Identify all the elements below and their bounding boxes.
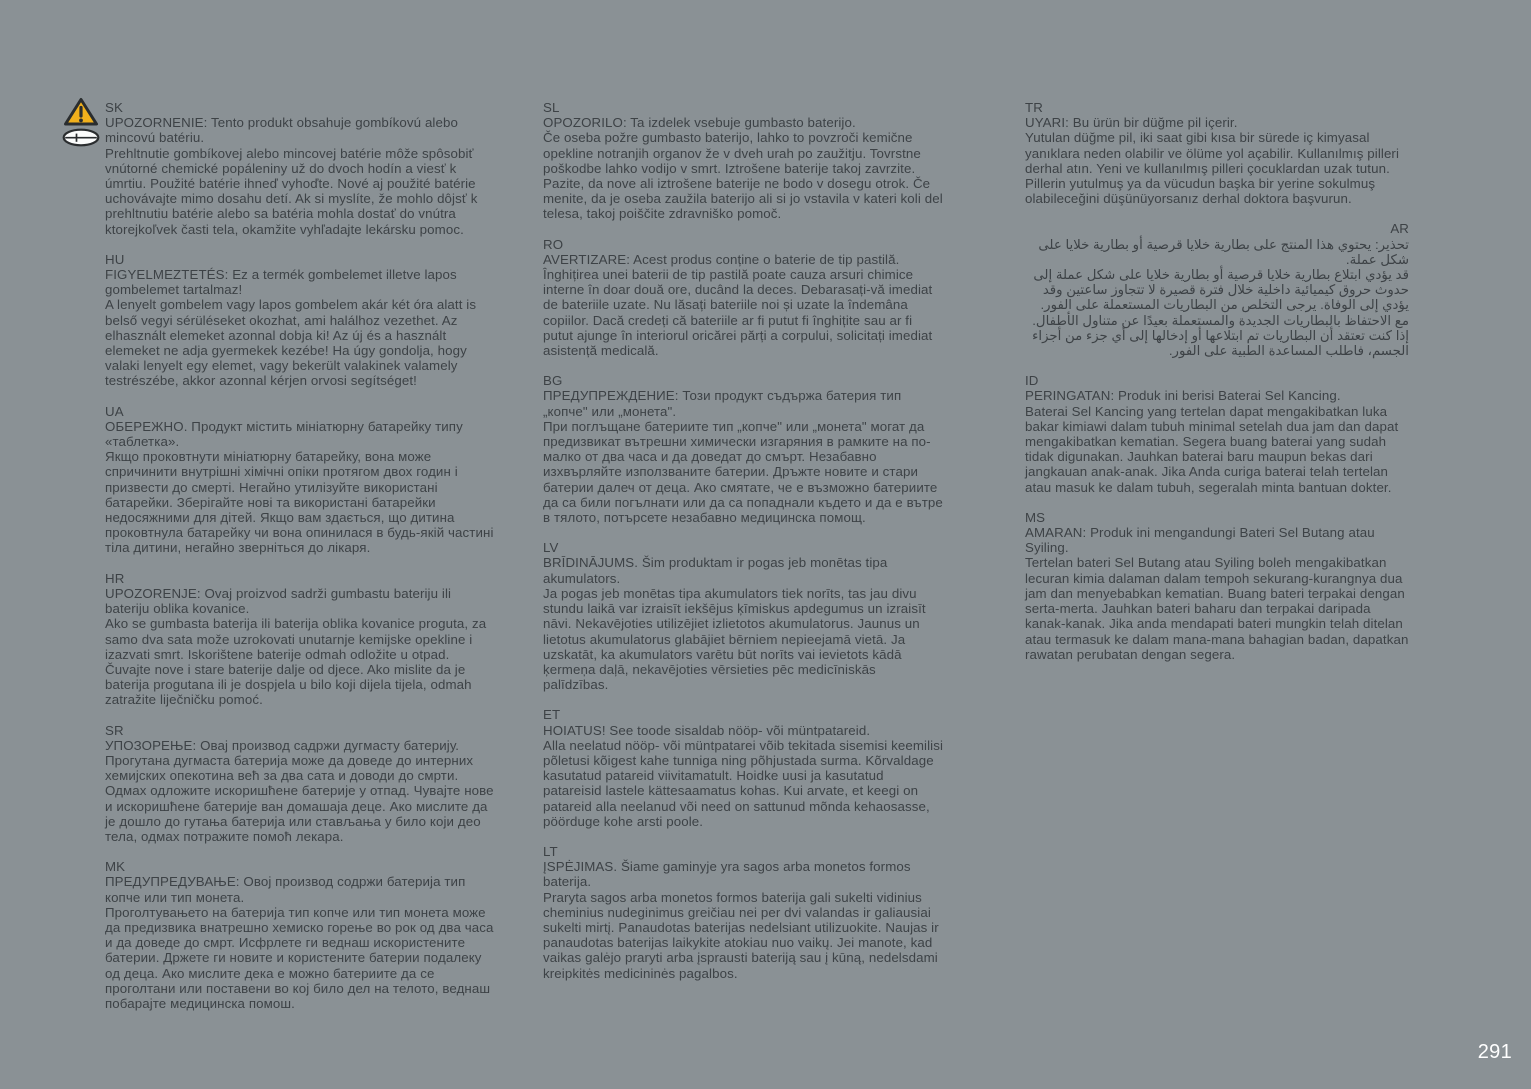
section-sl <box>543 100 947 222</box>
warning-body-mk: Проголтувањето на батерија тип копче или тип монета може да предизвика внатрешно хемиско горење во рок од два часа и да доведе до смрт. Исфрлете ги веднаш искористените батерии. Држете ги новите и користените батерии подалеку од деца. Ако мислите дека е можно батериите да се проголтани или поставени во кој било дел на телото, веднаш побарајте медицинска помош. <box>105 904 498 1011</box>
language-code-hr: HR <box>105 570 125 586</box>
language-code-sl: SL <box>543 100 560 115</box>
language-code-mk: MK <box>105 859 126 875</box>
language-code-id: ID <box>1025 373 1039 389</box>
language-code-lt: LT <box>543 843 558 859</box>
warning-body-sk: Prehltnutie gombíkovej alebo mincovej batérie môže spôsobiť vnútorné chemické popáleniny už do dvoch hodín a viesť k úmrtiu. Použité batérie ihneď vyhoďte. Nové aj použité batérie uchovávajte mimo dosahu detí. Ak si myslíte, že mohlo dôjsť k prehltnutiu batérie alebo sa batéria mohla dostať do vnútra ktorejkoľvek časti tela, okamžite vyhľadajte lekársku pomoc. <box>105 145 482 237</box>
warning-title-sk: UPOZORNENIE: Tento produkt obsahuje gombíkovú alebo mincovú batériu. <box>105 115 462 146</box>
language-code-sk: SK <box>105 100 123 115</box>
section-lv <box>543 540 943 692</box>
warning-title-hu: FIGYELMEZTETÉS: Ez a termék gombelemet illetve lapos gombelemet tartalmaz! <box>105 267 461 298</box>
language-code-sr: SR <box>105 722 124 738</box>
language-code-ua: UA <box>105 403 124 419</box>
language-code-lv: LV <box>543 540 559 556</box>
warning-body-id: Baterai Sel Kancing yang tertelan dapat mengakibatkan luka bakar kimiawi dalam tubuh minimal setelah dua jam dan dapat mengakibatkan kematian. Segera buang baterai yang sudah tidak digunakan. Jauhkan baterai baru maupun bekas dari jangkauan anak-anak. Jika Anda curiga baterai telah tertelan atau masuk ke dalam tubuh, segeralah minta bantuan dokter. <box>1025 403 1403 495</box>
warning-title-tr: UYARI: Bu ürün bir düğme pil içerir. <box>1025 115 1238 131</box>
warning-title-id: PERINGATAN: Produk ini berisi Baterai Sel Kancing. <box>1025 388 1341 404</box>
warning-title-bg: ПРЕДУПРЕЖДЕНИЕ: Този продукт съдържа батерия тип „копче" или „монета". <box>543 388 906 419</box>
warning-title-sr: УПОЗОРЕЊЕ: Овај производ садржи дугмасту батерију. <box>105 737 460 753</box>
warning-column-3 <box>1025 100 1413 662</box>
language-code-et: ET <box>543 707 561 723</box>
warning-body-et: Alla neelatud nööp- või müntpatarei võib tekitada sisemisi keemilisi põletusi kõigest kahe tunniga ning põhjustada surma. Kõrvaldage kasutatud patareid viivitamatult. Hoidke uusi ja kasutatud patareisid lastele kättesaamatus kohas. Kui arvate, et keegi on patareid alla neelanud või need on sattunud mõnda kehaosasse, pöörduge kohe arsti poole. <box>543 737 947 829</box>
warning-body-sr: Прогутана дугмаста батерија може да доведе до интерних хемијских опекотина већ за два сата и доводи до смрти. Одмах одложите искоришћене батерије у отпад. Чувајте нове и искоришћене батерије ван домашаја деце. Ако мислите да је дошло до гутања батерија или стављања у било који део тела, одмах потражите помоћ лекара. <box>105 752 498 844</box>
warning-title-lv: BRĪDINĀJUMS. Šim produktam ir pogas jeb monētas tipa akumulators. <box>543 555 892 586</box>
section-ro <box>543 237 943 359</box>
section-sk <box>105 100 497 237</box>
warning-icons <box>62 97 100 147</box>
warning-body-ua: Якщо проковтнути мініатюрну батарейку, вона може спричинити внутрішні хімічні опіки протягом двох годин і призвести до смерті. Негайно утилізуйте використані батарейки. Зберігайте нові та використані батарейки недосяжними для дітей. Якщо вам здається, що дитина проковтнула батарейку чи вона опинилася в будь-якій частині тіла дитини, негайно зверніться до лікаря. <box>105 449 498 556</box>
warning-title-ar: تحذير: يحتوي هذا المنتج على بطارية خلايا قرصية أو بطارية خلايا على شكل عملة. <box>1034 236 1409 267</box>
warning-body-ar: قد يؤدي ابتلاع بطارية خلايا قرصية أو بطارية خلايا على شكل عملة إلى حدوث حروق كيميائية داخلية خلال فترة قصيرة لا تتجاوز ساعتين وقد يؤدي إلى الوفاة. يرجى التخلص من البطاريات المستعملة على الفور. مع الاحتفاظ بالبطاريات الجديدة والمستعملة بعيدًا عن متناول الأطفال. إذا كنت تعتقد أن البطاريات تم ابتلاعها أو إدخالها إلى أي جزء من أجزاء الجسم، فاطلب المساعدة الطبية على الفور. <box>1028 267 1409 359</box>
section-ar <box>1025 221 1409 358</box>
warning-body-ro: Înghițirea unei baterii de tip pastilă poate cauza arsuri chimice interne în doar două ore, ducând la deces. Debarasați-vă imediat de bateriile uzate. Nu lăsați bateriile noi și uzate la îndemâna copiilor. Dacă credeți că bateriile ar fi putut fi înghițite sau ar fi putut ajunge în interiorul oricărei părți a corpului, solicitați imediat asistență medicală. <box>543 267 937 359</box>
section-mk <box>105 859 497 1011</box>
section-ms <box>1025 509 1413 662</box>
section-ua <box>105 404 497 556</box>
language-code-ar: AR <box>1390 221 1409 237</box>
coin-cell-battery-icon <box>62 128 100 147</box>
warning-body-tr: Yutulan düğme pil, iki saat gibi kısa bir sürede iç kimyasal yanıklara neden olabilir ve ölüme yol açabilir. Kullanılmış pilleri derhal atın. Yeni ve kullanılmış pilleri çocuklardan uzak tutun. Pillerin yutulmuş ya da vücudun başka bir yerine sokulmuş olabileceğini düşünüyorsanız derhal doktora başvurun. <box>1025 130 1403 207</box>
language-code-ms: MS <box>1025 509 1046 525</box>
warning-title-ms: AMARAN: Produk ini mengandungi Bateri Sel Butang atau Syiling. <box>1025 525 1379 556</box>
language-code-hu: HU <box>105 251 125 267</box>
warning-title-sl: OPOZORILO: Ta izdelek vsebuje gumbasto baterijo. <box>543 115 856 131</box>
section-et <box>543 707 947 829</box>
section-hu <box>105 252 497 389</box>
language-code-bg: BG <box>543 373 563 389</box>
warning-body-ms: Tertelan bateri Sel Butang atau Syiling boleh mengakibatkan lecuran kimia dalaman dalam tempoh sekurang-kurangnya dua jam dan menyebabkan kematian. Buang bateri terpakai dengan serta-merta. Jauhkan bateri baharu dan terpakai daripada kanak-kanak. Jika anda mendapati bateri mungkin telah ditelan atau termasuk ke dalam mana-mana bahagian badan, dapatkan rawatan perubatan dengan segera. <box>1025 555 1413 662</box>
warning-body-hr: Ako se gumbasta baterija ili baterija oblika kovanice proguta, za samo dva sata može uzrokovati unutarnje kemijske opekline i izazvati smrt. Iskorištene baterije odmah odložite u otpad. Čuvajte nove i stare baterije dalje od djece. Ako mislite da je baterija progutana ili je dospjela u bilo koji dijela tijela, odmah zatražite liječničku pomoć. <box>105 616 491 708</box>
warning-title-lt: ĮSPĖJIMAS. Šiame gaminyje yra sagos arba monetos formos baterija. <box>543 859 915 890</box>
section-id <box>1025 373 1409 495</box>
section-tr <box>1025 100 1409 206</box>
section-bg <box>543 373 947 526</box>
warning-body-lv: Ja pogas jeb monētas tipa akumulators tiek norīts, tas jau divu stundu laikā var izraisīt iekšējus ķīmiskus apdegumus un izraisīt nāvi. Nekavējoties utilizējiet izlietotos akumulatorus. Jaunus un lietotus akumulatorus glabājiet bērniem nepieejamā vietā. Ja uzskatāt, ka akumulators varētu būt norīts vai ievietots kādā ķermeņa daļā, nekavējoties vērsieties pēc medicīniskās palīdzības. <box>543 585 930 693</box>
warning-title-ua: ОБЕРЕЖНО. Продукт містить мініатюрну батарейку типу «таблетка». <box>105 418 467 450</box>
warning-body-bg: При поглъщане батериите тип „копче" или „монета" могат да предизвикат вътрешни химически изгаряния в рамките на по-малко от два часа и да доведат до смърт. Незабавно изхвърляйте използваните батерии. Дръжте новите и стари батерии далеч от деца. Ако смятате, че е възможно батериите да са били погълнати или да са попаднали където и да е вътре в тялото, потърсете незабавно медицинска помощ. <box>543 418 947 526</box>
language-code-ro: RO <box>543 236 564 252</box>
warning-body-hu: A lenyelt gombelem vagy lapos gombelem akár két óra alatt is belső vegyi sérüléseket okozhat, ami halálhoz vezethet. Az elhasznált elemeket azonnal dobja ki! Az új és a használt elemeket ne adja gyermekek kezébe! Ha úgy gondolja, hogy valaki lenyelt egy elemet, vagy bekerült valakinek valamely testrészébe, akkor azonnal kérjen orvosi segítséget! <box>105 297 480 389</box>
warning-column-2 <box>543 100 947 981</box>
page-number: 291 <box>1477 1041 1512 1063</box>
section-hr <box>105 571 497 708</box>
warning-title-ro: AVERTIZARE: Acest produs conține o baterie de tip pastilă. <box>543 251 900 267</box>
warning-title-mk: ПРЕДУПРЕДУВАЊЕ: Овој производ содржи батерија тип копче или тип монета. <box>105 874 470 905</box>
warning-triangle-icon <box>63 97 99 127</box>
section-lt <box>543 844 943 981</box>
warning-title-et: HOIATUS! See toode sisaldab nööp- või müntpatareid. <box>543 722 871 738</box>
warning-column-1 <box>105 100 497 1011</box>
warning-body-lt: Praryta sagos arba monetos formos baterija gali sukelti vidinius cheminius nudeginimus greičiau nei per dvi valandas ir galiausiai sukelti mirtį. Panaudotas baterijas nedelsiant utilizuokite. Naujas ir panaudotas baterijas laikykite atokiau nuo vaikų. Jei manote, kad vaikas galėjo praryti arba įsprausti bateriją sau į kūną, nedelsdami kreipkitės medicininės pagalbos. <box>543 889 943 981</box>
section-sr <box>105 723 497 845</box>
warning-title-hr: UPOZORENJE: Ovaj proizvod sadrži gumbastu bateriju ili bateriju oblika kovanice. <box>105 585 455 617</box>
warning-body-sl: Če oseba požre gumbasto baterijo, lahko to povzroči kemične opekline notranjih organov že v dveh urah po zaužitju. Tovrstne poškodbe lahko vodijo v smrt. Iztrošene baterije takoj zavrzite. Pazite, da nove ali iztrošene baterije ne bodo v dosegu otrok. Če menite, da je oseba zaužila baterijo ali si jo vstavila v kateri koli del telesa, takoj poiščite zdravniško pomoč. <box>543 130 947 222</box>
language-code-tr: TR <box>1025 100 1043 115</box>
